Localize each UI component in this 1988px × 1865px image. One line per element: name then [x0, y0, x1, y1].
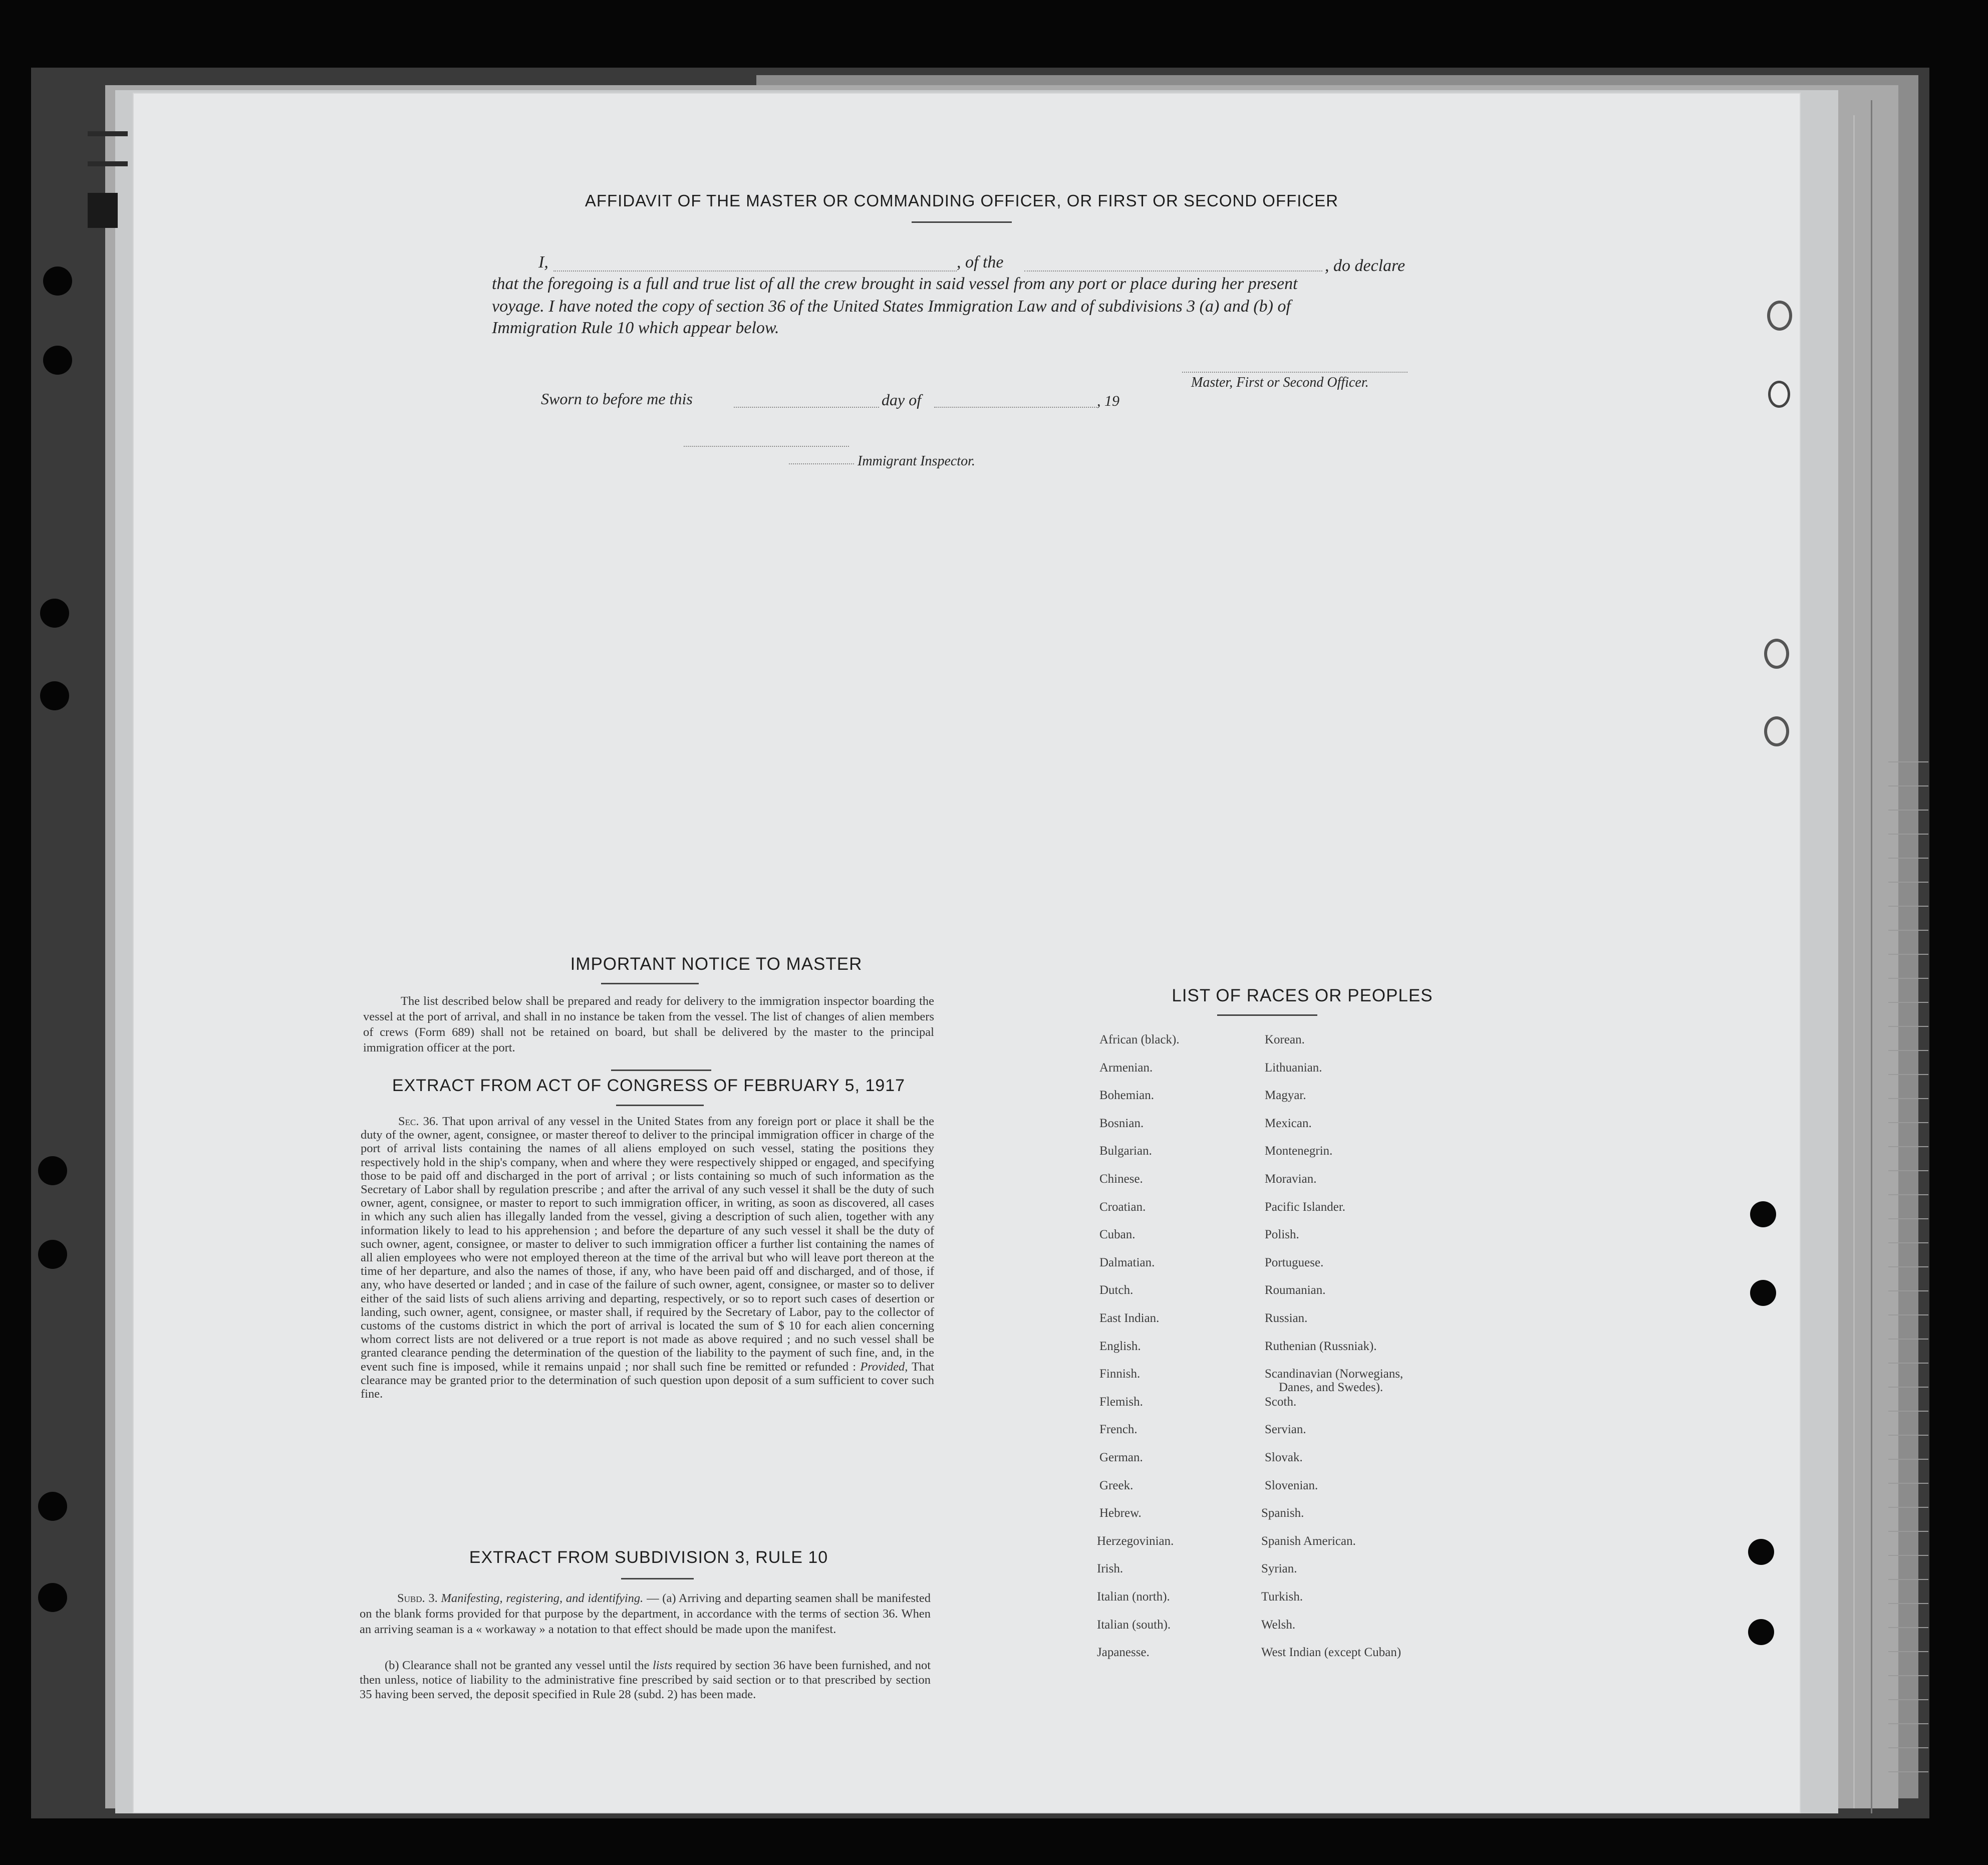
race-item: Greek. — [1099, 1478, 1133, 1492]
title-rule — [616, 1105, 704, 1106]
edge-mark — [88, 161, 128, 166]
race-item: Finnish. — [1099, 1367, 1141, 1381]
edge-mark — [88, 131, 128, 136]
punch-hole — [40, 599, 69, 628]
affidavit-of-the: , of the — [957, 253, 1004, 272]
sec-text: That upon arrival of any vessel in the United States from any foreign port or place it shall be the duty of the owner, agent, consignee, or master thereof to deliver to the principal immigration officer in charge of the port of arrival lists containing the names of all aliens employed on such vessel, stating the positions they respectively hold in the ship's company, when and where they were respectively shipped or engaged, and specifying those to be paid off and discharged in the port of arrival ; or lists containing so much of such information as the Secretary of Labor shall by regulation prescribe ; and after the arrival of any such vessel it shall be the duty of such owner, agent, consignee, or master to report to such immigration officer, in writing, as soon as discovered, all cases in which any such alien has illegally landed from the vessel, giving a description of such alien, together with any information likely to lead to his apprehension ; and before the departure of any such vessel it shall be the duty of such owner, agent, consignee, or master to deliver to such immigration officer a further list containing the names of all alien employees who were not employed thereon at the time of the arrival but who will leave port thereon at the time of her departure, and also the names of those, if any, who have been paid off and discharged, and of those, if any, who have deserted or landed ; and in case of the failure of such owner, agent, consignee, or master so to deliver either of the said lists of such aliens arriving and departing, respectively, or so to report such cases of desertion or landing, such owner, agent, consignee, or master shall, if required by the Secretary of Labor, pay to the collector of customs of the customs district in which the port of arrival is located the sum of $ 10 for each alien concerning whom correct lists are not delivered or a true report is not made as above required ; and no such vessel shall be granted clearance pending the determination of the question of the liability to the payment of such fine, and, in the event such fine is imposed, while it remains unpaid ; nor shall such fine be remitted or refunded : — [361, 1115, 934, 1374]
race-item: West Indian (except Cuban) — [1261, 1646, 1401, 1660]
race-item: Montenegrin. — [1265, 1144, 1333, 1158]
subd-a-marker: — (a) — [647, 1591, 676, 1605]
binder-ring — [1767, 301, 1792, 331]
ruled-edge — [1888, 761, 1928, 1788]
race-item: Spanish. — [1261, 1506, 1304, 1520]
punch-hole — [38, 1240, 67, 1269]
affidavit-body-line: that the foregoing is a full and true list of all the crew brought in said vessel from any port or place during her present — [492, 275, 1298, 293]
race-item: African (black). — [1099, 1033, 1180, 1046]
affidavit-declare: , do declare — [1325, 256, 1405, 275]
day-blank-line[interactable] — [734, 407, 879, 408]
subd-b-text: Clearance shall not be granted any vessel until the — [402, 1659, 650, 1672]
title-rule — [601, 983, 699, 984]
subd-b-marker: (b) — [385, 1659, 399, 1672]
race-item: Korean. — [1265, 1033, 1305, 1046]
race-item: Slovak. — [1265, 1451, 1303, 1464]
race-item: Dutch. — [1099, 1283, 1133, 1297]
subd-label: Subd. 3. — [397, 1591, 438, 1605]
race-item: Turkish. — [1261, 1590, 1303, 1604]
race-item: Roumanian. — [1265, 1283, 1326, 1297]
punch-hole — [38, 1492, 67, 1521]
punch-hole — [38, 1156, 67, 1185]
punch-hole — [1750, 1201, 1776, 1227]
race-item: Pacific Islander. — [1265, 1200, 1346, 1214]
race-item: Slovenian. — [1265, 1478, 1318, 1492]
punch-hole — [38, 1583, 67, 1612]
name-blank-line[interactable] — [553, 271, 957, 272]
race-item: Japanesse. — [1097, 1646, 1150, 1660]
sheet-edge-line — [1853, 115, 1855, 1808]
race-item: Irish. — [1097, 1562, 1123, 1576]
race-item: Danes, and Swedes). — [1279, 1381, 1383, 1395]
section-rule — [611, 1070, 711, 1071]
punch-hole — [1748, 1619, 1774, 1645]
extract-act-title: EXTRACT FROM ACT OF CONGRESS OF FEBRUARY 5, 1917 — [392, 1076, 906, 1095]
subd-b-text-end: required by section 36 have been furnished, and not then unless, notice of liability to the administrative fine prescribed by said section or to that prescribed by section 35 having been served, the deposit specified in Rule 28 (subd. 2) has been made. — [360, 1659, 931, 1701]
year-prefix: , 19 — [1097, 393, 1119, 409]
races-title: LIST OF RACES OR PEOPLES — [1172, 986, 1433, 1005]
binder-ring — [1768, 381, 1790, 408]
race-item: Scoth. — [1265, 1395, 1297, 1409]
binder-ring — [1764, 639, 1789, 669]
race-item: Cuban. — [1099, 1228, 1135, 1242]
master-signature-label: Master, First or Second Officer. — [1191, 375, 1369, 390]
title-rule — [1217, 1014, 1317, 1016]
race-item: English. — [1099, 1339, 1141, 1353]
race-item: Servian. — [1265, 1423, 1306, 1437]
inspector-signature-line[interactable] — [684, 446, 849, 447]
affidavit-title: AFFIDAVIT OF THE MASTER OR COMMANDING OFFICER, OR FIRST OR SECOND OFFICER — [585, 191, 1339, 210]
race-item: East Indian. — [1099, 1311, 1160, 1325]
race-item: Polish. — [1265, 1228, 1299, 1242]
subdivision-b — [360, 1658, 931, 1702]
extract-act-body — [361, 1115, 934, 1401]
vessel-blank-line[interactable] — [1024, 271, 1322, 272]
race-item: Spanish American. — [1261, 1534, 1356, 1548]
affidavit-body-line: voyage. I have noted the copy of section 36 of the United States Immigration Law and of subdivisions 3 (a) and (b) of — [492, 297, 1291, 316]
affidavit-body-line: Immigration Rule 10 which appear below. — [492, 319, 779, 337]
race-item: French. — [1099, 1423, 1138, 1437]
race-item: Welsh. — [1261, 1618, 1296, 1632]
race-item: German. — [1099, 1451, 1143, 1464]
punch-hole — [1750, 1280, 1776, 1306]
extract-rule-title: EXTRACT FROM SUBDIVISION 3, RULE 10 — [469, 1548, 828, 1567]
punch-hole — [40, 681, 69, 710]
day-of-text: day of — [882, 391, 922, 409]
sec-text-end: That clearance may be granted prior to the determination of such question upon deposit of a sum sufficient to cover such fine. — [361, 1360, 935, 1401]
race-item: Flemish. — [1099, 1395, 1143, 1409]
race-item: Bosnian. — [1099, 1116, 1144, 1130]
subd-heading: Manifesting, registering, and identifying. — [441, 1591, 644, 1605]
sworn-text: Sworn to before me this — [541, 390, 693, 408]
race-item: Chinese. — [1099, 1172, 1143, 1186]
notice-title: IMPORTANT NOTICE TO MASTER — [570, 954, 863, 974]
race-item: Magyar. — [1265, 1089, 1306, 1103]
race-item: Italian (north). — [1097, 1590, 1170, 1604]
provided-word: Provided, — [860, 1360, 908, 1374]
punch-hole — [43, 267, 72, 296]
race-item: Lithuanian. — [1265, 1060, 1322, 1075]
race-item: Portuguese. — [1265, 1255, 1324, 1269]
punch-hole — [1748, 1539, 1774, 1565]
subd-b-lists: lists — [652, 1659, 673, 1672]
master-signature-line[interactable] — [1182, 372, 1407, 373]
sec-label: Sec. 36. — [398, 1115, 439, 1128]
race-item: Bohemian. — [1099, 1089, 1155, 1103]
subd-a-text: Arriving and departing seamen shall be manifested on the blank forms provided for that purpose by the department, in accordance with the terms of section 36. When an arriving seaman is a « workaway » a notation to that effect should be made upon the manifest. — [360, 1591, 931, 1636]
notice-body: The list described below shall be prepared and ready for delivery to the immigration inspector boarding the vessel at the port of arrival, and shall in no instance be taken from the vessel. The list of changes of alien members of crews (Form 689) shall not be retained on board, but shall be delivered by the master to the principal immigration officer at the port. — [363, 994, 934, 1054]
month-blank-line[interactable] — [934, 407, 1097, 408]
race-item: Ruthenian (Russniak). — [1265, 1339, 1377, 1353]
race-item: Dalmatian. — [1099, 1255, 1155, 1269]
race-item: Herzegovinian. — [1097, 1534, 1174, 1548]
race-item: Russian. — [1265, 1311, 1308, 1325]
race-item: Armenian. — [1099, 1060, 1153, 1075]
title-rule — [621, 1578, 694, 1579]
race-item: Scandinavian (Norwegians, — [1265, 1367, 1403, 1381]
race-item: Syrian. — [1261, 1562, 1297, 1576]
affidavit-i: I, — [538, 253, 548, 272]
race-item: Croatian. — [1099, 1200, 1146, 1214]
subdivision-a — [360, 1590, 931, 1637]
sheet-edge-line — [1871, 100, 1872, 1813]
title-rule — [912, 221, 1012, 223]
inspector-signature-line-short — [789, 463, 854, 464]
binder-ring — [1764, 716, 1789, 746]
race-item: Bulgarian. — [1099, 1144, 1152, 1158]
inspector-label: Immigrant Inspector. — [858, 453, 975, 469]
race-item: Italian (south). — [1097, 1618, 1171, 1632]
punch-hole — [43, 346, 72, 375]
edge-mark — [88, 193, 118, 228]
race-item: Hebrew. — [1099, 1506, 1142, 1520]
race-item: Moravian. — [1265, 1172, 1317, 1186]
race-item: Mexican. — [1265, 1116, 1312, 1130]
